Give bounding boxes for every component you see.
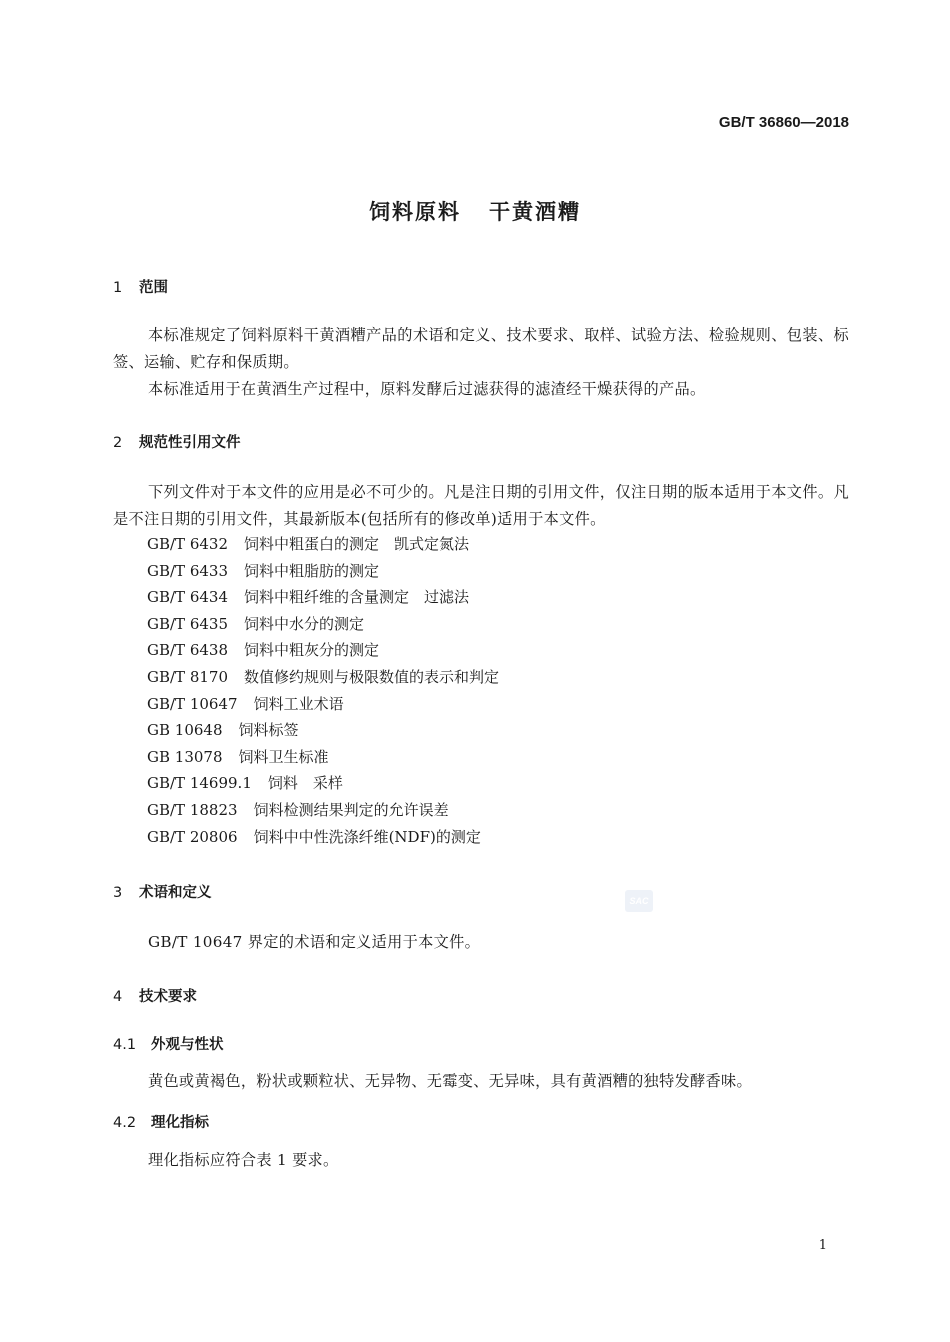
reference-code: GB/T 6433 (147, 561, 229, 580)
reference-title: 饲料检测结果判定的允许误差 (253, 801, 449, 819)
reference-title: 饲料中中性洗涤纤维(NDF)的测定 (253, 827, 481, 846)
reference-title: 饲料中粗蛋白的测定 凯式定氮法 (244, 535, 470, 553)
standard-number: GB/T 36860—2018 (718, 114, 849, 131)
section-2-heading (113, 431, 241, 452)
section-4-2-paragraph: 理化指标应符合表 1 要求。 (147, 1151, 339, 1169)
reference-item (147, 613, 364, 634)
reference-item (147, 799, 449, 820)
section-number: 4 (113, 989, 123, 1005)
section-title: 技术要求 (139, 989, 197, 1005)
section-number: 2 (113, 435, 123, 451)
section-3-paragraph-1: GB/T 10647 界定的术语和定义适用于本文件。 (147, 933, 481, 951)
section-title: 术语和定义 (139, 885, 212, 901)
reference-item (147, 586, 469, 607)
reference-title: 饲料中水分的测定 (244, 614, 365, 633)
section-4-heading (113, 985, 197, 1006)
section-4-1-paragraph: 黄色或黄褐色，粉状或颗粒状、无异物、无霉变、无异味，具有黄酒糟的独特发酵香味。 (147, 1072, 752, 1090)
section-4-2-heading (113, 1111, 209, 1132)
reference-title: 饲料标签 (238, 721, 299, 740)
reference-title: 饲料卫生标准 (238, 747, 329, 766)
section-number: 4.2 (113, 1115, 137, 1131)
section-1-paragraph-2: 本标准适用于在黄酒生产过程中，原料发酵后过滤获得的滤渣经干燥获得的产品。 (147, 380, 706, 398)
reference-item (147, 693, 344, 714)
reference-code: GB/T 6435 (147, 614, 229, 633)
reference-title: 饲料中粗灰分的测定 (244, 641, 380, 660)
page-number: 1 (818, 1238, 827, 1253)
title-part-2: 干黄酒糟 (489, 200, 581, 224)
reference-item (147, 639, 379, 660)
reference-title: 饲料工业术语 (253, 694, 344, 713)
title-part-1: 饲料原料 (369, 200, 461, 224)
section-2-paragraph-1: 下列文件对于本文件的应用是必不可少的。凡是注日期的引用文件，仅注日期的版本适用于本文件。凡是不注日期的引用文件，其最新版本(包括所有的修改单)适用于本文件。 (113, 483, 849, 528)
reference-item (147, 533, 469, 554)
reference-code: GB 10648 (147, 721, 223, 740)
section-number: 4.1 (113, 1037, 137, 1053)
section-4-1-heading (113, 1033, 224, 1054)
section-title: 规范性引用文件 (139, 435, 241, 451)
document-title (0, 196, 950, 226)
reference-item (147, 719, 299, 740)
section-title: 范围 (139, 280, 168, 296)
reference-item (147, 826, 481, 847)
section-title: 外观与性状 (151, 1037, 224, 1053)
section-number: 1 (113, 280, 123, 296)
reference-code: GB/T 6438 (147, 641, 229, 660)
reference-title: 饲料中粗脂肪的测定 (244, 561, 380, 580)
reference-code: GB/T 14699.1 (147, 774, 252, 793)
reference-code: GB/T 10647 (147, 694, 238, 713)
section-3-heading (113, 881, 212, 902)
reference-title: 数值修约规则与极限数值的表示和判定 (244, 668, 500, 686)
reference-code: GB/T 6432 (147, 535, 229, 553)
reference-code: GB/T 6434 (147, 588, 229, 607)
reference-title: 饲料中粗纤维的含量测定 过滤法 (244, 588, 470, 607)
reference-code: GB/T 18823 (147, 801, 238, 819)
section-title: 理化指标 (151, 1115, 209, 1131)
reference-item (147, 560, 379, 581)
sac-watermark-logo: SAC (625, 890, 653, 912)
section-1-paragraph-1: 本标准规定了饲料原料干黄酒糟产品的术语和定义、技术要求、取样、试验方法、检验规则、包装、标签、运输、贮存和保质期。 (113, 326, 849, 371)
reference-item (147, 666, 499, 687)
reference-item (147, 772, 343, 793)
section-1-heading (113, 276, 168, 297)
reference-code: GB 13078 (147, 747, 223, 766)
reference-title: 饲料 采样 (267, 774, 343, 793)
reference-item (147, 746, 329, 767)
reference-code: GB/T 8170 (147, 668, 229, 686)
reference-code: GB/T 20806 (147, 827, 238, 846)
section-number: 3 (113, 885, 123, 901)
